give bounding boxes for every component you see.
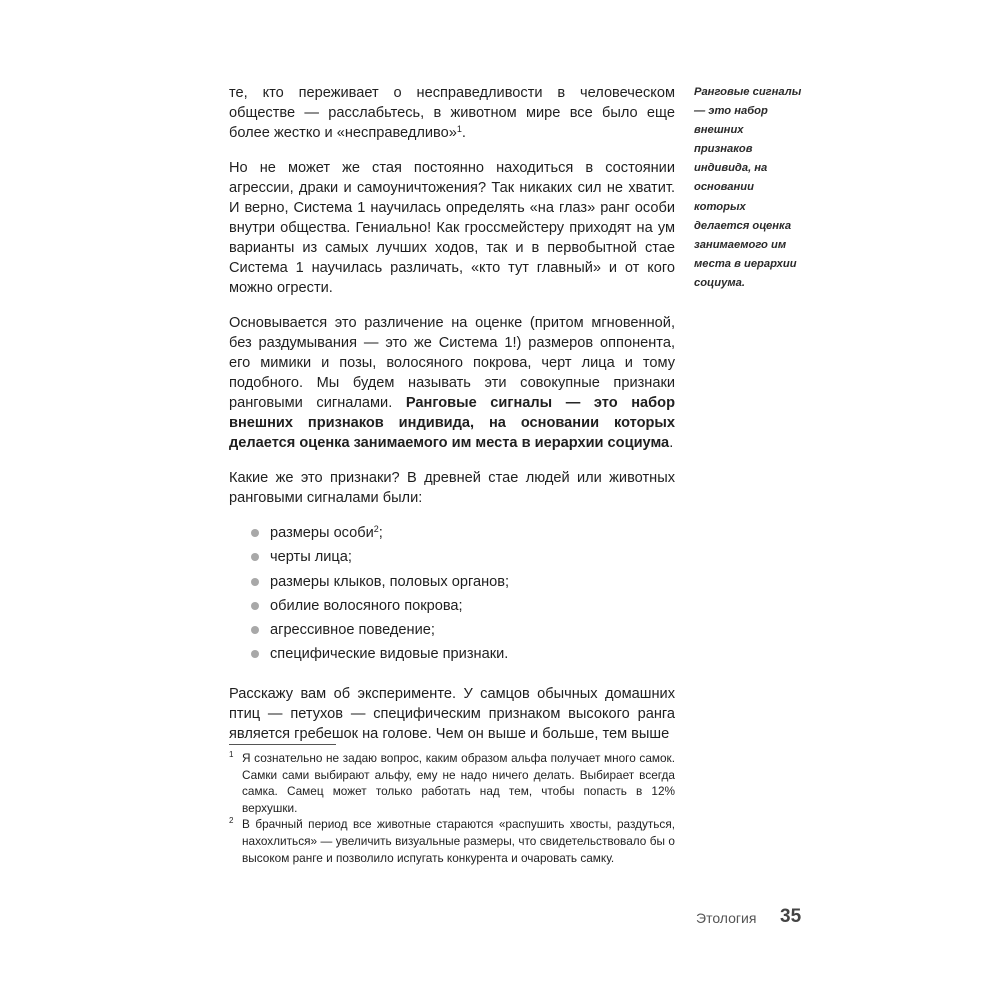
paragraph-1: те, кто переживает о несправедливости в человеческом обществе — расслабьтесь, в животном мире все было еще более жестко и «несправедливо»$^1$. [229, 85, 675, 141]
list-item: размеры клыков, половых органов; [229, 572, 675, 596]
footnote-divider [229, 744, 336, 745]
bullet-icon [251, 529, 259, 537]
list-item: обилие волосяного покрова; [229, 596, 675, 620]
bullet-icon [251, 626, 259, 634]
bullet-icon [251, 602, 259, 610]
bullet-icon [251, 578, 259, 586]
running-title: Этология [696, 910, 757, 926]
list-item: агрессивное поведение; [229, 620, 675, 644]
margin-note: Ранговые сигналы — это набор внешних признаков индивида, на основании которых делается оценка занимаемого им места в иерархии социума. [694, 86, 802, 289]
footnote-number: 1 [229, 750, 234, 759]
paragraph-3: Основывается это различение на оценке (притом мгновенной, без раздумывания — это же Система 1!) размеров оппонента, его мимики и позы, волосяного покрова, черт лица и тому подобного. Мы будем называть эти совокупные признаки ранговыми сигналами. Ранговые сигналы — это набор внешних признаков индивида, на основании которых делается оценка занимаемого им места в иерархии социума. [229, 315, 675, 451]
bullet-icon [251, 650, 259, 658]
footnote-1: 1 Я сознательно не задаю вопрос, каким образом альфа получает много самок. Самки сами выбирают альфу, ему не надо ничего делать. Выбирает всегда самка. Самец может только работать над тем, чтобы попасть в 12% верхушки. [229, 750, 675, 816]
list-item: размеры особи$^2$; [229, 523, 675, 547]
paragraph-4: Какие же это признаки? В древней стае людей или животных ранговыми сигналами были: [229, 470, 675, 506]
footnote-ref-2[interactable]: 2 [373, 524, 379, 534]
page-number: 35 [780, 906, 802, 927]
definition-bold: Ранговые сигналы — это набор внешних признаков индивида, на основании которых делается оценка занимаемого им места в иерархии социума [229, 395, 675, 451]
list-item: специфические видовые признаки. [229, 644, 675, 668]
paragraph-5: Расскажу вам об эксперименте. У самцов обычных домашних птиц — петухов — специфическим признаком высокого ранга является гребешок на голове. Чем он выше и больше, тем выше [229, 685, 675, 742]
footnote-ref-1[interactable]: 1 [456, 124, 462, 134]
bullet-icon [251, 553, 259, 561]
rank-signals-list [229, 523, 675, 669]
footnotes [229, 750, 675, 866]
list-item: черты лица; [229, 547, 675, 571]
footnote-2: 2 В брачный период все животные стараются «распушить хвосты, раздуться, нахохлиться» — увеличить визуальные размеры, что свидетельствовало бы о высоком ранге и позволило испугать конкурента и очаровать самку. [229, 816, 675, 866]
main-text-column [229, 83, 675, 759]
paragraph-2: Но не может же стая постоянно находиться в состоянии агрессии, драки и самоуничтожения? Так никаких сил не хватит. И верно, Система 1 научилась определять «на глаз» ранг особи внутри общества. Гениально! Как гроссмейстеру приходят на ум варианты из самых лучших ходов, так и в первобытной стае Система 1 научилась различать, «кто тут главный» и от кого можно огрести. [229, 160, 675, 296]
footnote-number: 2 [229, 816, 234, 826]
